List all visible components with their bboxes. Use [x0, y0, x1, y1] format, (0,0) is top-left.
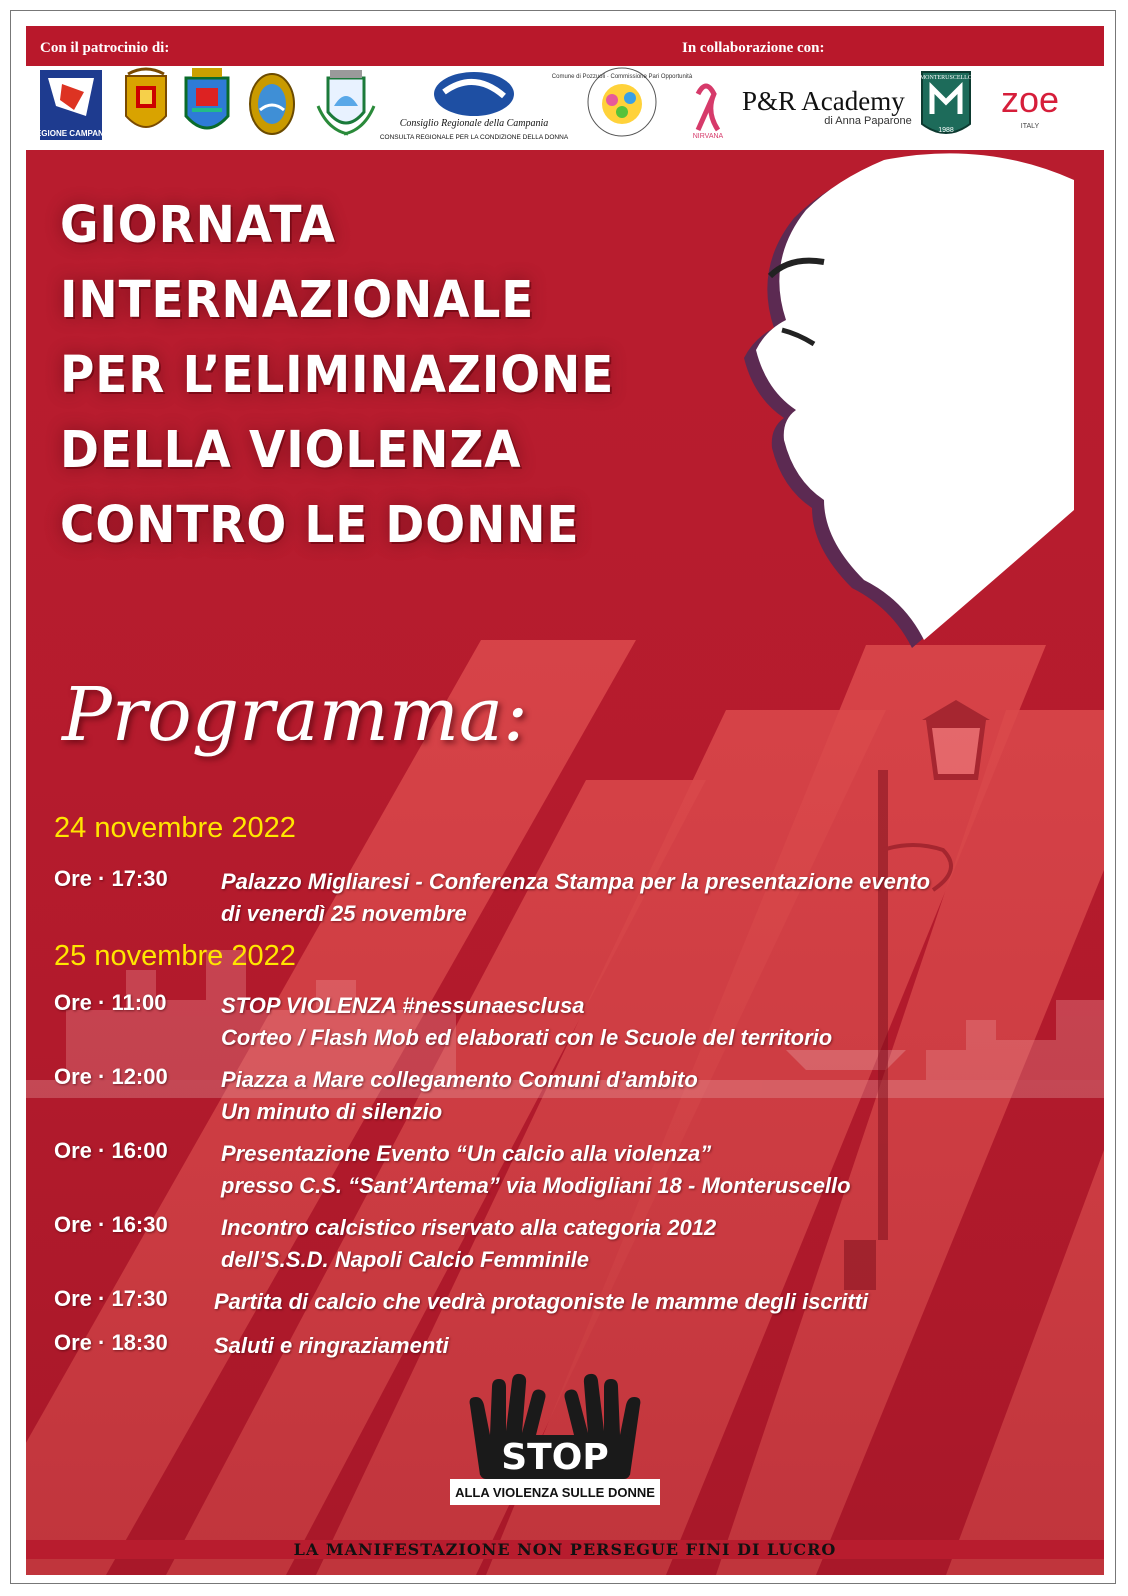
consiglio-line1: Consiglio Regionale della Campania [399, 118, 549, 129]
nirvana-text: NIRVANA [692, 133, 724, 140]
schedule-desc-line1: Incontro calcistico riservato alla categoria 2012 [221, 1215, 717, 1240]
monteruscello-year: 1988 [938, 127, 954, 134]
nirvana-logo [693, 86, 724, 140]
consiglio-line2: CONSULTA REGIONALE PER LA CONDIZIONE DELLA DONNA [379, 134, 569, 141]
regione-campania-logo [30, 70, 112, 140]
collaboration-label: In collaborazione con: [682, 40, 825, 56]
consiglio-regionale-logo [380, 72, 569, 141]
schedule-time: Ore · 17:30 [54, 1286, 168, 1311]
schedule-time: Ore · 17:30 [54, 866, 168, 891]
schedule-desc-line1: Palazzo Migliaresi - Conferenza Stampa per la presentazione evento [221, 869, 931, 894]
monteruscello-text: MONTERUSCELLO [919, 75, 973, 81]
schedule-desc-line2: presso C.S. “Sant’Artema” via Modigliani 18 - Monteruscello [221, 1173, 851, 1198]
patronage-label: Con il patrocinio di: [40, 40, 170, 56]
title-line-5: CONTRO LE DONNE [60, 496, 580, 555]
zoe-text: zoe [1000, 79, 1060, 120]
pr-academy-sub: di Anna Paparone [824, 115, 912, 127]
stop-caption: ALLA VIOLENZA SULLE DONNE [455, 1485, 655, 1500]
comune-pozzuoli-logo [552, 68, 693, 136]
schedule-desc-line2: Corteo / Flash Mob ed elaborati con le Scuole del territorio [221, 1025, 833, 1050]
date-heading-day2: 25 novembre 2022 [54, 940, 296, 972]
coat-of-arms-3-icon [250, 74, 294, 134]
programma-heading: Programma: [62, 672, 528, 758]
coat-of-arms-2-icon [186, 68, 228, 128]
schedule-desc-line1: Saluti e ringraziamenti [214, 1333, 449, 1358]
schedule-time: Ore · 16:00 [54, 1138, 168, 1163]
logos-row [26, 66, 1104, 148]
monteruscello-logo [920, 72, 973, 134]
title-line-3: PER L’ELIMINAZIONE [60, 346, 615, 405]
comune-text: Comune di Pozzuoli · Commissione Pari Opportunità [551, 74, 693, 80]
schedule-time: Ore · 11:00 [54, 990, 167, 1015]
schedule-desc-line2: Un minuto di silenzio [221, 1099, 443, 1124]
title-line-1: GIORNATA [60, 196, 336, 255]
zoe-sub: ITALY [1020, 123, 1040, 130]
coat-of-arms-1-icon [126, 69, 166, 127]
schedule-desc-line1: Partita di calcio che vedrà protagoniste le mamme degli iscritti [214, 1289, 869, 1314]
zoe-logo [1001, 79, 1059, 130]
date-heading-day1: 24 novembre 2022 [54, 812, 296, 844]
stop-word: STOP [501, 1437, 609, 1478]
schedule-time: Ore · 18:30 [54, 1330, 168, 1355]
title-line-4: DELLA VIOLENZA [60, 421, 522, 480]
poster-main [26, 150, 1104, 1575]
pr-academy-logo [742, 86, 912, 127]
pr-academy-text: P&R Academy [742, 86, 905, 116]
schedule-time: Ore · 16:30 [54, 1212, 168, 1237]
regione-campania-text: REGIONE CAMPANIA [30, 129, 112, 138]
schedule-time: Ore · 12:00 [54, 1064, 168, 1089]
schedule-desc-line2: dell’S.S.D. Napoli Calcio Femminile [221, 1247, 589, 1272]
schedule-desc-line2: di venerdì 25 novembre [221, 901, 467, 926]
schedule-desc-line1: Presentazione Evento “Un calcio alla violenza” [221, 1141, 712, 1166]
event-title [60, 188, 662, 563]
title-line-2: INTERNAZIONALE [60, 271, 535, 330]
non-profit-note: LA MANIFESTAZIONE NON PERSEGUE FINI DI LUCRO [26, 1540, 1104, 1559]
header-bar [26, 26, 1104, 66]
schedule-desc-line1: STOP VIOLENZA #nessunaesclusa [221, 993, 585, 1018]
stop-violence-badge [450, 1365, 660, 1505]
coat-of-arms-4-icon [318, 70, 374, 134]
schedule-desc-line1: Piazza a Mare collegamento Comuni d’ambito [221, 1067, 698, 1092]
